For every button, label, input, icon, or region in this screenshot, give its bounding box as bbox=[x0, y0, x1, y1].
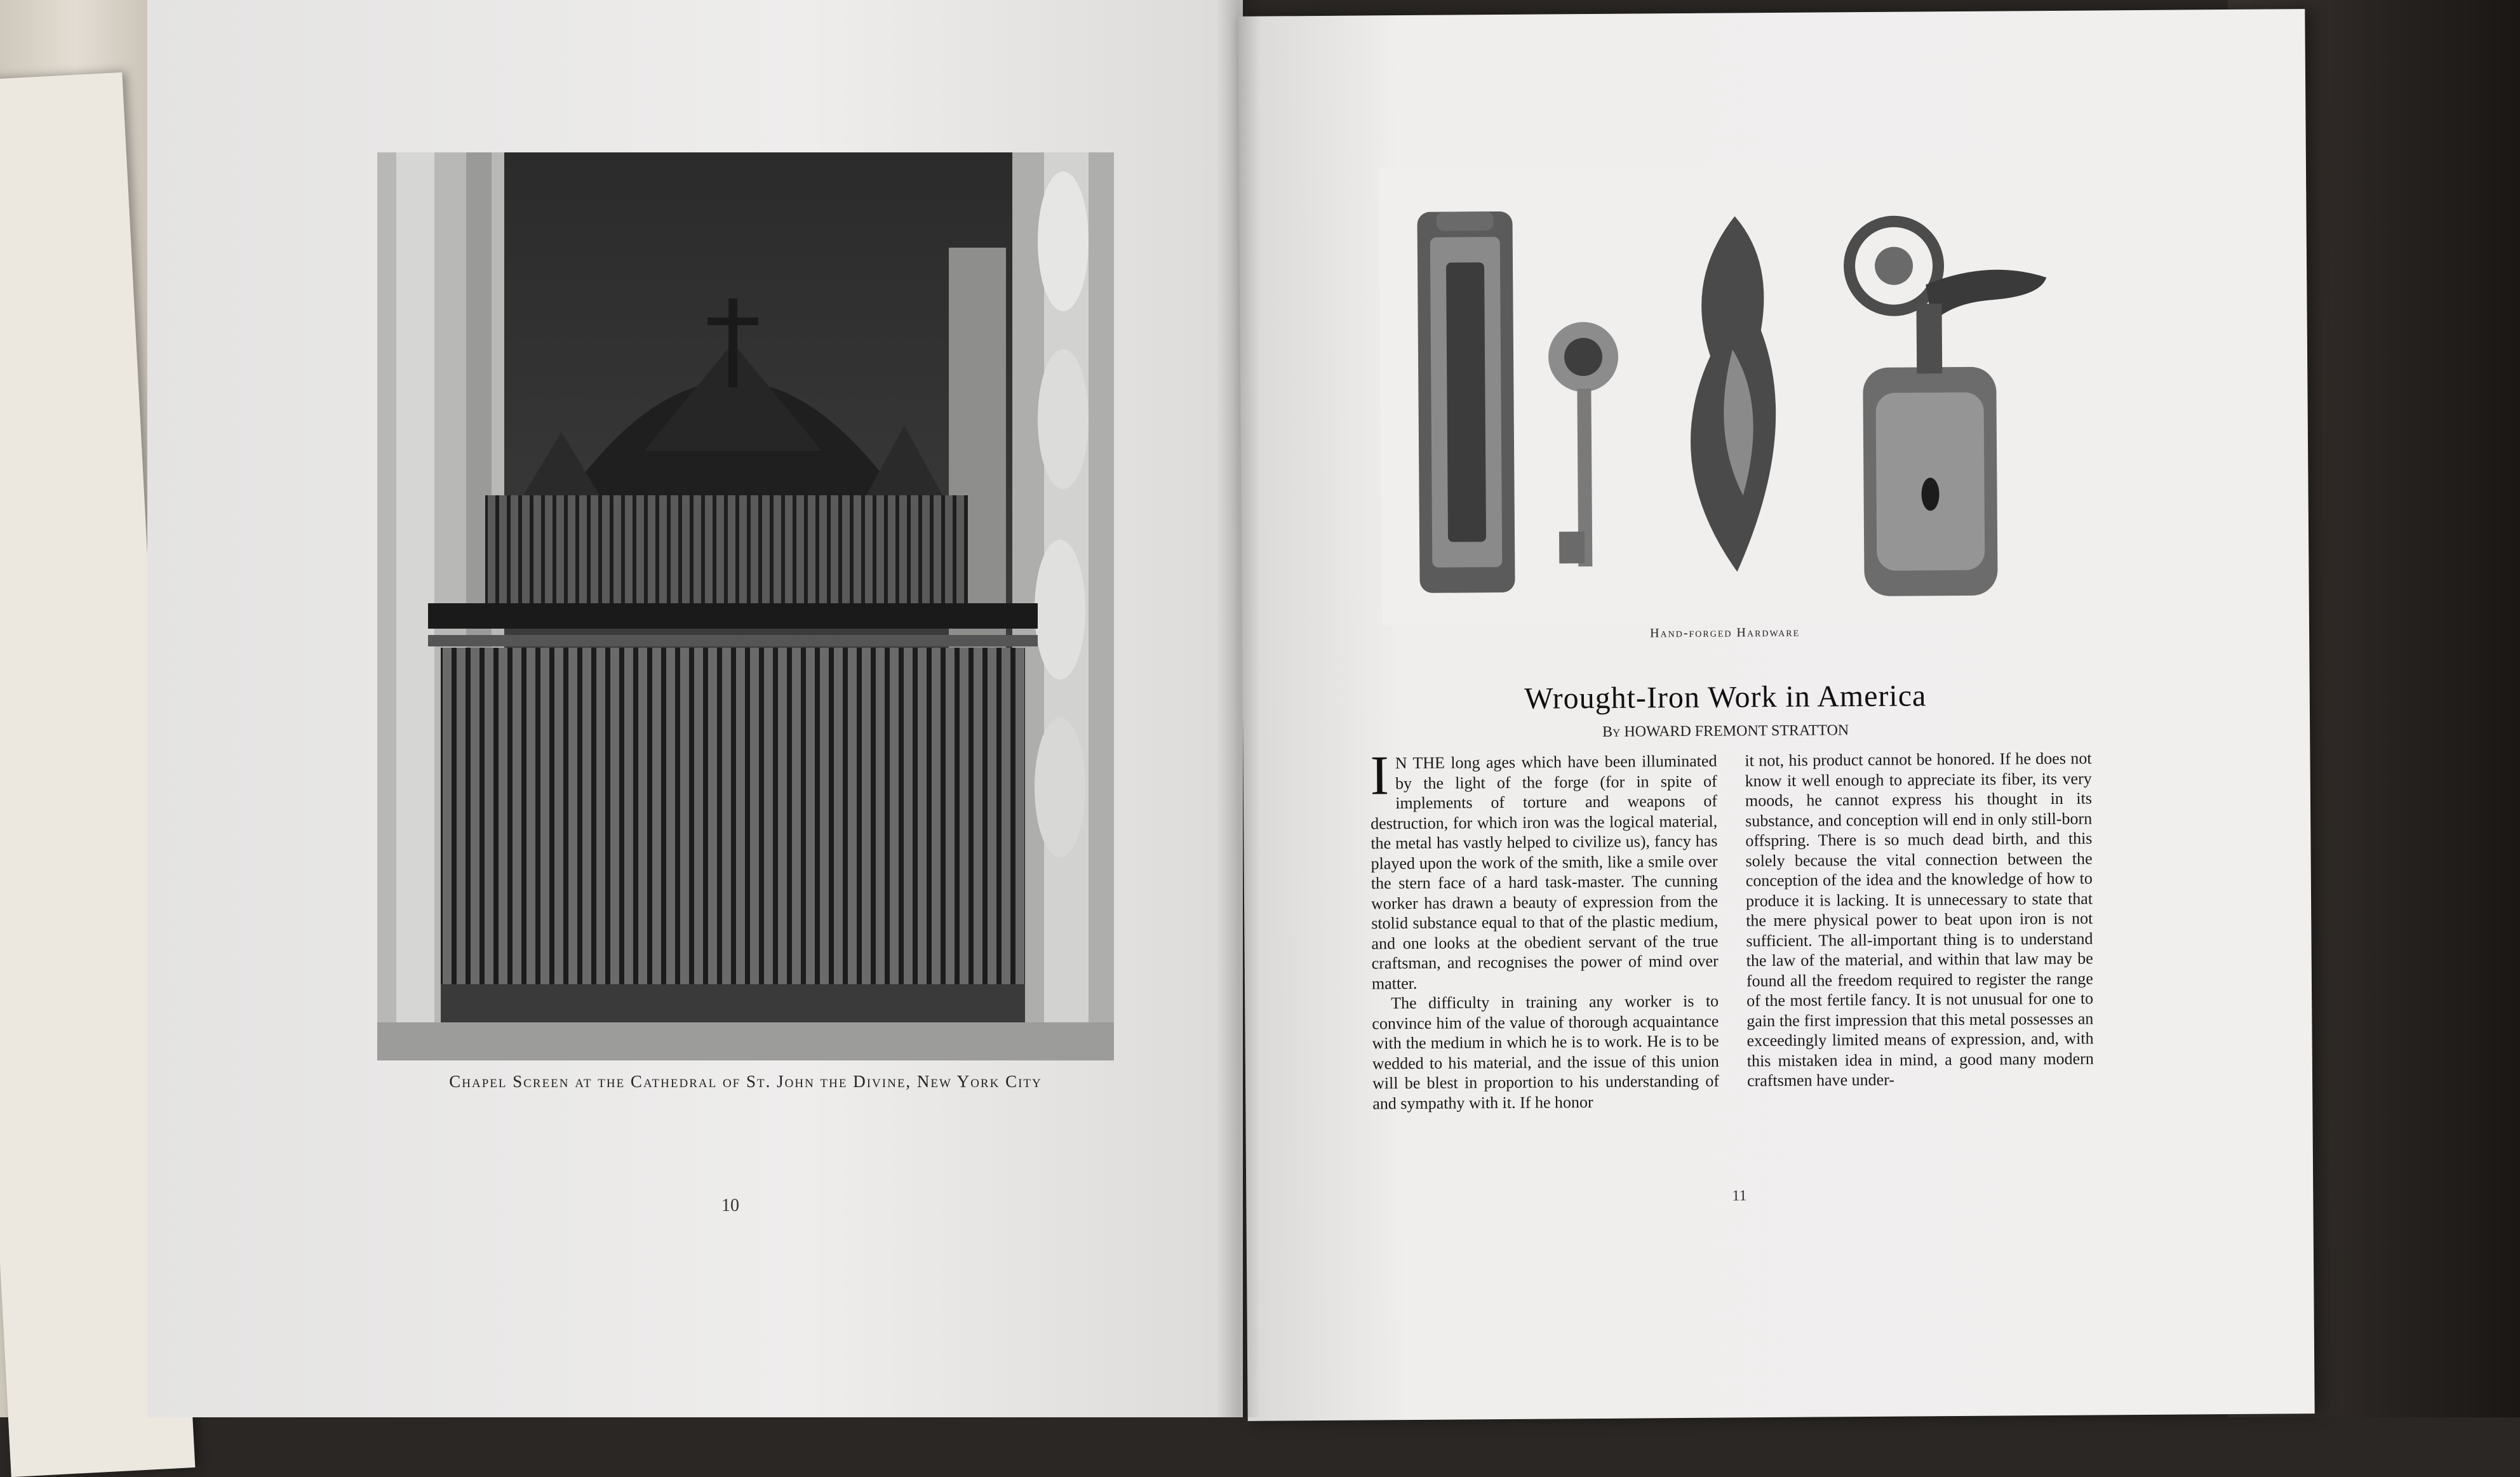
right-page bbox=[1238, 9, 2314, 1421]
column-1-paragraph-1 bbox=[1370, 745, 1719, 994]
drop-cap: I bbox=[1370, 745, 1390, 807]
page-number-right: 11 bbox=[1732, 1187, 1747, 1205]
article-column-2 bbox=[1745, 749, 2094, 1091]
column-1-paragraph-2: The difficulty in training any worker is to convince him of the value of thorough acquaintance with the medium in which he is to work. He is to be wedded to his material, and the issue of this union will be blest in proportion to his understanding of and sympathy with it. If he honor bbox=[1372, 991, 1720, 1113]
article-column-1 bbox=[1370, 745, 1720, 1114]
hardware-photo bbox=[1379, 163, 2068, 625]
article-byline bbox=[1332, 720, 2119, 743]
left-page bbox=[147, 0, 1243, 1417]
author-name: HOWARD FREMONT STRATTON bbox=[1624, 722, 1849, 740]
column-2-paragraph-1: it not, his product cannot be honored. If he does not know it well enough to appreciate its fiber, its very moods, he cannot express his thought in its substance, and conception will end in only still-born offspring. There is so much dead birth, and this solely because the vital connection between the conception of the idea and the knowledge of how to produce it is lacking. It is unnecessary to state that the mere physical power to beat upon iron is not sufficient. The all-important thing is to understand the law of the material, and within that law may be found all the freedom required to register the range of the most fertile fancy. It is not unusual for one to gain the first impression that this metal possesses an exceedingly limited means of expression, and, with this mistaken idea in mind, a good many modern craftsmen have under- bbox=[1745, 749, 2094, 1090]
article-title: Wrought-Iron Work in America bbox=[1524, 679, 1927, 716]
page-number-left: 10 bbox=[721, 1196, 739, 1215]
column-1-paragraph-1-text: long ages which have been illuminated by the light of the forge (for in spite of implements of torture and weapons of destruction, for which iron was the logical material, the metal has vastly helped to civilize us), fancy has played upon the work of the smith, like a smile over the stern face of a hard task-master. The cunning worker has drawn a beauty of expression from the stolid substance equal to that of the plastic medium, and one looks at the obedient servant of the true craftsman, and recognises the power of mind over matter. bbox=[1371, 751, 1719, 992]
byline-prefix: By bbox=[1602, 723, 1621, 740]
book-gutter bbox=[1216, 0, 1261, 1417]
chapel-screen-photo bbox=[377, 152, 1114, 1060]
chapel-photo-caption: Chapel Screen at the Cathedral of St. John the Divine, New York City bbox=[449, 1072, 1042, 1091]
chapel-screen-image bbox=[377, 152, 1114, 1060]
opening-words: N THE bbox=[1395, 753, 1445, 773]
hardware-photo-caption: Hand-forged Hardware bbox=[1649, 625, 1800, 641]
hand-forged-hardware-image bbox=[1379, 163, 2068, 625]
